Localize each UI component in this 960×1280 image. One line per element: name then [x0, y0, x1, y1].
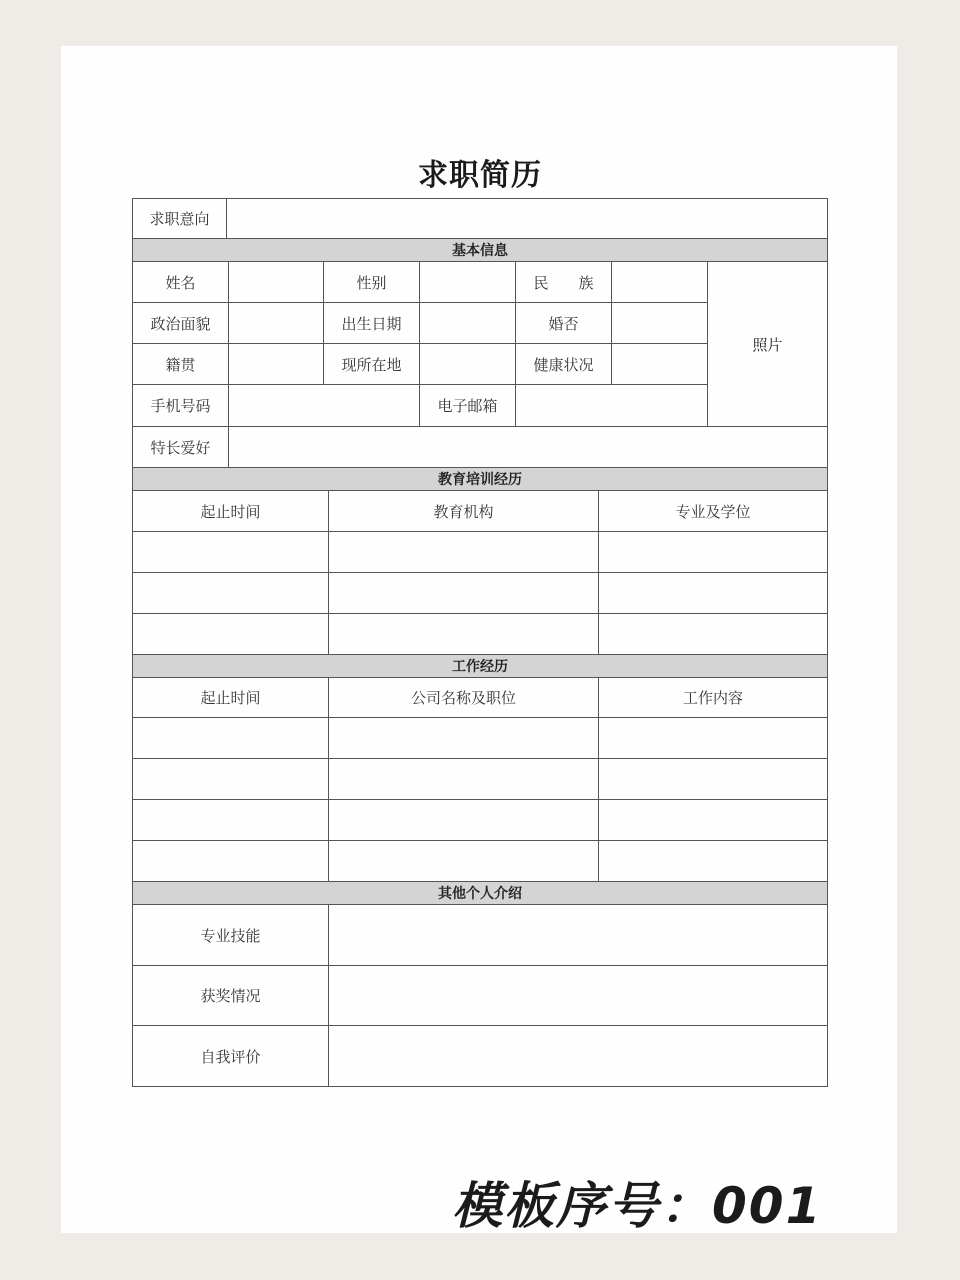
- education-institution-field[interactable]: [329, 614, 599, 654]
- birth-date-label: 出生日期: [324, 303, 420, 343]
- education-period-field[interactable]: [133, 573, 329, 613]
- email-label: 电子邮箱: [420, 385, 516, 426]
- ethnicity-field[interactable]: [612, 262, 707, 302]
- education-institution-field[interactable]: [329, 573, 599, 613]
- self-eval-field[interactable]: [329, 1026, 827, 1086]
- self-eval-row: [133, 1026, 827, 1086]
- table-row: [133, 573, 827, 614]
- hobbies-label: 特长爱好: [133, 427, 229, 467]
- education-period-field[interactable]: [133, 614, 329, 654]
- template-number: 模板序号：001: [452, 1177, 823, 1235]
- basic-info-block: [133, 262, 827, 427]
- current-location-field[interactable]: [420, 344, 516, 384]
- table-row: [133, 759, 827, 800]
- work-content-field[interactable]: [599, 841, 827, 881]
- self-eval-label: 自我评价: [133, 1026, 329, 1086]
- work-content-field[interactable]: [599, 759, 827, 799]
- basic-row-3: [133, 344, 707, 385]
- marital-status-field[interactable]: [612, 303, 707, 343]
- work-company-field[interactable]: [329, 841, 599, 881]
- phone-label: 手机号码: [133, 385, 229, 426]
- skills-row: [133, 905, 827, 966]
- political-status-label: 政治面貌: [133, 303, 229, 343]
- table-row: [133, 841, 827, 882]
- skills-field[interactable]: [329, 905, 827, 965]
- basic-row-4: [133, 385, 707, 426]
- education-major-field[interactable]: [599, 573, 827, 613]
- health-label: 健康状况: [516, 344, 612, 384]
- skills-label: 专业技能: [133, 905, 329, 965]
- education-major-field[interactable]: [599, 532, 827, 572]
- education-major-field[interactable]: [599, 614, 827, 654]
- section-other: 其他个人介绍: [133, 882, 827, 905]
- work-content-field[interactable]: [599, 800, 827, 840]
- awards-field[interactable]: [329, 966, 827, 1025]
- education-header-institution: 教育机构: [329, 491, 599, 531]
- job-intention-field[interactable]: [227, 199, 827, 238]
- work-period-field[interactable]: [133, 800, 329, 840]
- native-place-label: 籍贯: [133, 344, 229, 384]
- job-intention-row: [133, 199, 827, 239]
- native-place-field[interactable]: [229, 344, 324, 384]
- table-row: [133, 718, 827, 759]
- gender-label: 性别: [324, 262, 420, 302]
- work-period-field[interactable]: [133, 841, 329, 881]
- job-intention-label: 求职意向: [133, 199, 227, 238]
- work-period-field[interactable]: [133, 759, 329, 799]
- marital-status-label: 婚否: [516, 303, 612, 343]
- education-header-row: [133, 491, 827, 532]
- work-header-content: 工作内容: [682, 689, 743, 707]
- work-header-company: 公司名称及职位: [329, 678, 599, 717]
- hobbies-field[interactable]: [229, 427, 827, 467]
- section-education: 教育培训经历: [133, 468, 827, 491]
- table-row: [133, 800, 827, 841]
- photo-box[interactable]: 照片: [752, 335, 783, 354]
- email-field[interactable]: [516, 385, 707, 426]
- work-header-period: 起止时间: [133, 678, 329, 717]
- section-work: 工作经历: [133, 655, 827, 678]
- political-status-field[interactable]: [229, 303, 324, 343]
- name-label: 姓名: [133, 262, 229, 302]
- education-header-major: 专业及学位: [675, 502, 751, 521]
- table-row: [133, 532, 827, 573]
- work-header-row: [133, 678, 827, 718]
- birth-date-field[interactable]: [420, 303, 516, 343]
- page-title: 求职简历: [418, 158, 542, 193]
- resume-form: [132, 198, 828, 1087]
- gender-field[interactable]: [420, 262, 516, 302]
- basic-row-1: [133, 262, 707, 303]
- section-basic-info: 基本信息: [133, 239, 827, 262]
- education-header-period: 起止时间: [133, 491, 329, 531]
- table-row: [133, 614, 827, 655]
- hobbies-row: [133, 427, 827, 468]
- current-location-label: 现所在地: [324, 344, 420, 384]
- education-institution-field[interactable]: [329, 532, 599, 572]
- ethnicity-label: 民 族: [516, 262, 612, 302]
- work-company-field[interactable]: [329, 718, 599, 758]
- work-period-field[interactable]: [133, 718, 329, 758]
- health-field[interactable]: [612, 344, 707, 384]
- education-period-field[interactable]: [133, 532, 329, 572]
- name-field[interactable]: [229, 262, 324, 302]
- awards-row: [133, 966, 827, 1026]
- work-company-field[interactable]: [329, 800, 599, 840]
- awards-label: 获奖情况: [133, 966, 329, 1025]
- phone-field[interactable]: [229, 385, 420, 426]
- work-content-field[interactable]: [599, 718, 827, 758]
- basic-row-2: [133, 303, 707, 344]
- work-company-field[interactable]: [329, 759, 599, 799]
